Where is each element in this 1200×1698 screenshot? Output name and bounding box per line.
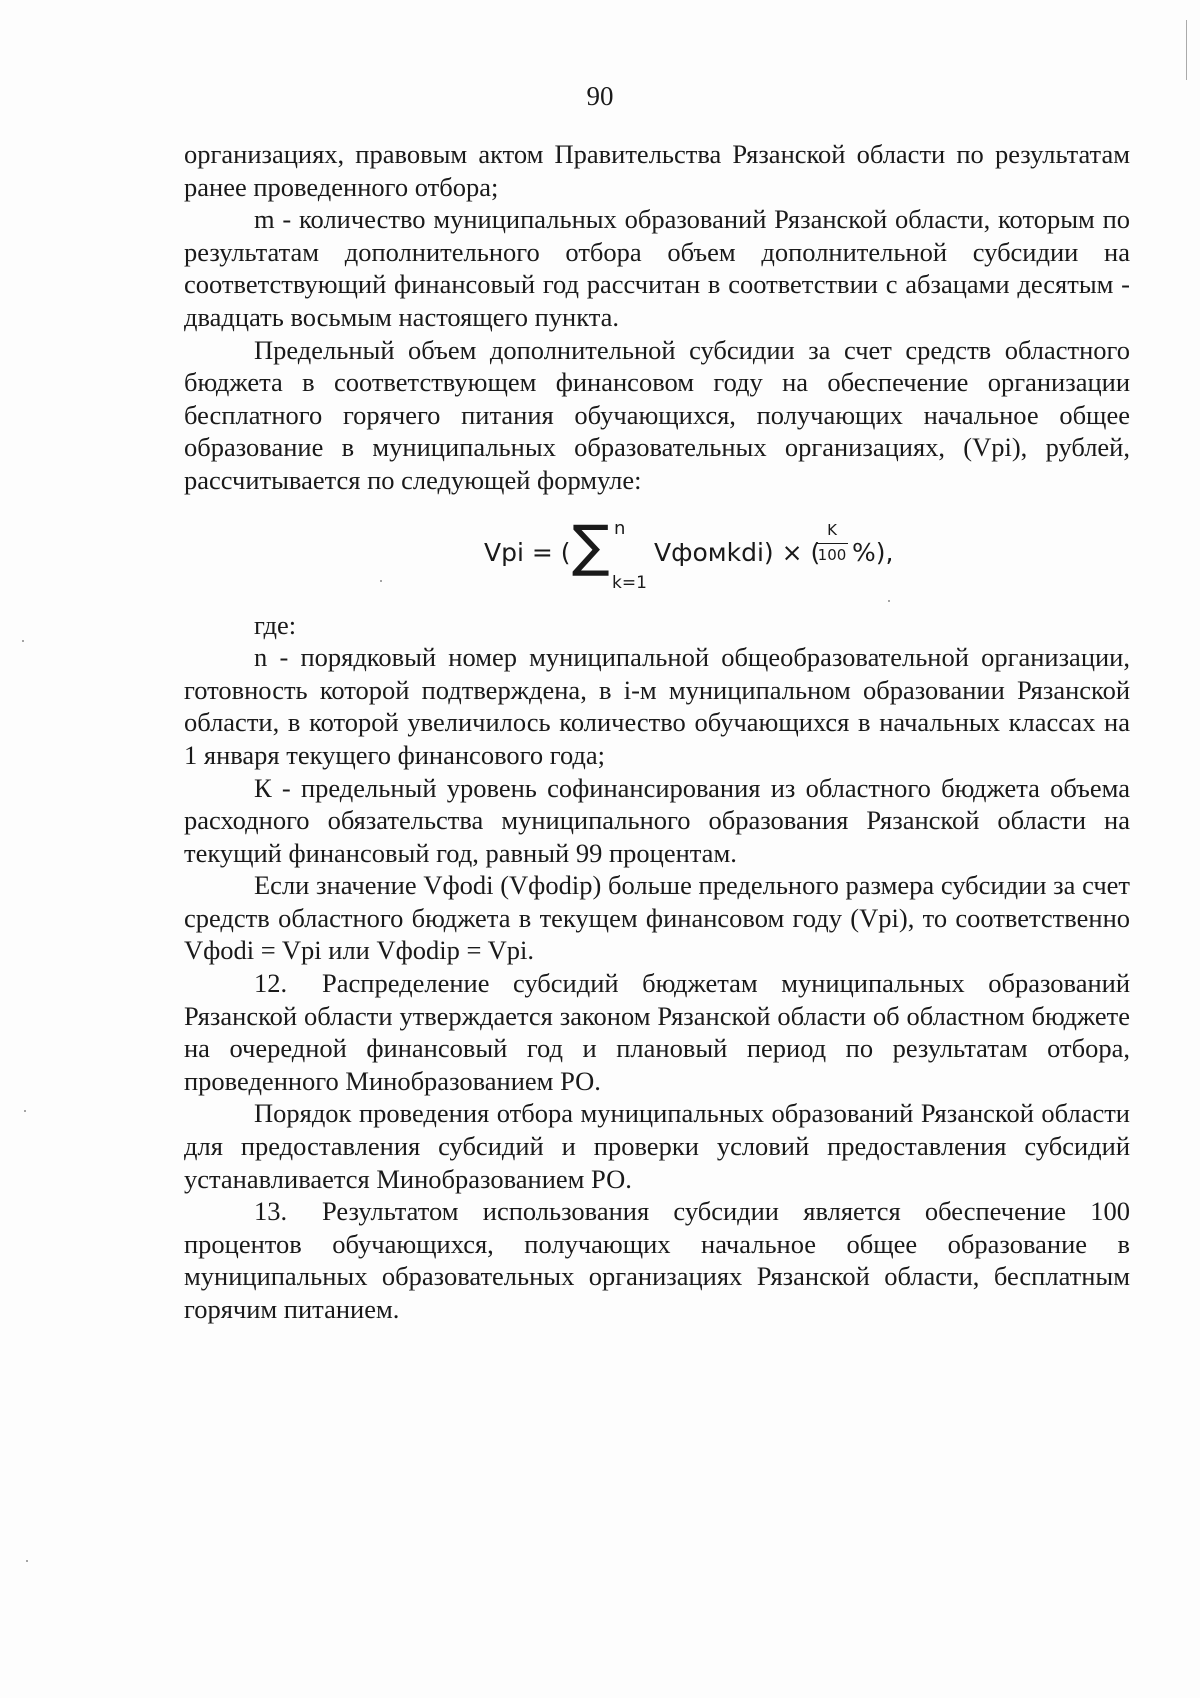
paragraph-if-value: Если значение Vфоdi (Vфоdip) больше предельного размера субсидии за счет средств областного бюджета в текущем финансовом году (Vpi), то соответственно Vфоdi = Vpi или Vфоdip = Vpi. (184, 870, 1130, 966)
scan-edge-mark (1186, 20, 1187, 80)
paragraph-selection-procedure: Порядок проведения отбора муниципальных образований Рязанской области для предоставления субсидий и проверки условий предоставления субсидий устанавливается Минобразованием РО. (184, 1098, 1130, 1194)
paragraph-12 (184, 967, 1130, 1097)
fraction-bar (816, 543, 848, 544)
paragraph-13 (184, 1195, 1130, 1325)
formula-fraction (814, 521, 850, 564)
paragraph-continuation: организациях, правовым актом Правительства Рязанской области по результатам ранее проведенного отбора; (184, 139, 1130, 202)
formula-tail: %), (852, 537, 894, 567)
paragraph-n-definition: n - порядковый номер муниципальной общеобразовательной организации, готовность которой подтверждена, в i-м муниципальном образовании Рязанской области, в которой увеличилось количество обучающихся в начальных классах на 1 января текущего финансового года; (184, 642, 1130, 770)
formula-sum-lower: k=1 (612, 572, 647, 593)
paragraph-limit-volume: Предельный объем дополнительной субсидии за счет средств областного бюджета в соответствующем финансовом году на обеспечение организации бесплатного горячего питания обучающихся, получающих начальное общее образование в муниципальных образовательных организациях, (Vpi), рублей, рассчитывается по следующей формуле: (184, 334, 1130, 495)
formula-sum-upper: n (614, 517, 626, 539)
document-body (184, 138, 1130, 1326)
scan-speck (22, 640, 24, 642)
formula-vpi (184, 501, 1130, 609)
scan-speck (24, 1110, 26, 1112)
clause-12-text: Распределение субсидий бюджетам муниципальных образований Рязанской области утверждается законом Рязанской области об областном бюджете на очередной финансовый год и плановый период по результатам отбора, проведенного Минобразованием РО. (184, 968, 1130, 1096)
where-label: где: (254, 609, 297, 640)
clause-number-12: 12. (254, 968, 288, 999)
fraction-denominator: 100 (817, 545, 847, 564)
scan-speck (888, 600, 890, 602)
paragraph-k-definition: К - предельный уровень софинансирования из областного бюджета объема расходного обязательства муниципального образования Рязанской области на текущий финансовый год, равный 99 процентам. (184, 772, 1130, 868)
formula-term: Vфомkdi) × ( (654, 537, 821, 567)
sum-icon: ∑ (572, 513, 610, 579)
page-number: 90 (586, 81, 614, 111)
formula-lhs: Vpi = ( (484, 537, 571, 567)
scan-speck (26, 1560, 28, 1562)
clause-13-text: Результатом использования субсидии является обеспечение 100 процентов обучающихся, получающих начальное общее образование в муниципальных образовательных организациях Рязанской области, бесплатным горячим питанием. (184, 1196, 1130, 1324)
scan-speck (380, 580, 382, 582)
fraction-numerator: K (827, 520, 837, 539)
paragraph-m-definition: m - количество муниципальных образований Рязанской области, которым по результатам дополнительного отбора объем дополнительной субсидии на соответствующий финансовый год рассчитан в соответствии с абзацами десятым - двадцать восьмым настоящего пункта. (184, 204, 1130, 332)
clause-number-13: 13. (254, 1196, 288, 1227)
